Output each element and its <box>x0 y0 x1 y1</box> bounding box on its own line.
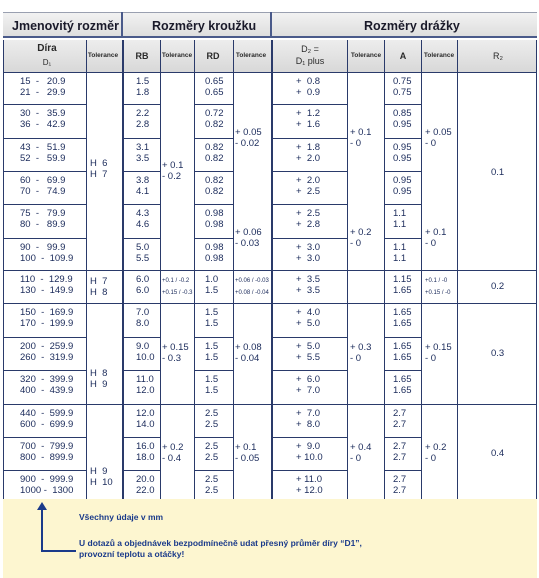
cell-d1-range: 90 - 99.9 100 - 109.9 <box>20 242 74 264</box>
cell-rb: 11.0 12.0 <box>136 374 155 396</box>
header-groove-dimensions: Rozměry drážky <box>364 19 460 33</box>
row-divider <box>384 138 421 139</box>
cell-a: 2.7 2.7 <box>393 408 407 430</box>
row-divider <box>194 238 233 239</box>
cell-d1-range: 43 - 51.9 52 - 59.9 <box>20 142 66 164</box>
cell-rb: 7.0 8.0 <box>136 307 150 329</box>
footer-note-order-line1: U dotazů a objednávek bezpodmínečně udat přesný průměr díry “D1”, <box>79 538 362 548</box>
row-divider <box>272 337 347 338</box>
block-divider <box>87 303 124 304</box>
cell-rb: 1.5 1.8 <box>136 76 150 98</box>
cell-a: 1.1 1.1 <box>393 208 407 230</box>
row-divider <box>272 171 347 172</box>
row-divider <box>272 370 347 371</box>
cell-d2: + 9.0 + 10.0 <box>296 441 323 463</box>
cell-d1-range: 75 - 79.9 80 - 89.9 <box>20 208 66 230</box>
column-divider <box>421 40 422 499</box>
cell-d1-range: 30 - 35.9 36 - 42.9 <box>20 108 66 130</box>
arrow-icon-tail <box>41 550 76 552</box>
cell-a: 1.65 1.65 <box>393 307 412 329</box>
cell-rd: 1.5 1.5 <box>205 374 219 396</box>
row-divider <box>194 204 233 205</box>
col-d2-line2: D₁ plus <box>295 56 325 66</box>
column-divider <box>347 40 348 499</box>
row-divider <box>194 470 233 471</box>
row-divider <box>384 238 421 239</box>
cell-tolerance-a: + 0.2 - 0 <box>425 442 447 464</box>
cell-d2: + 4.0 + 5.0 <box>296 307 321 329</box>
col-tolerance-a: Tolerance <box>423 52 455 59</box>
cell-rd: 0.65 0.65 <box>205 76 224 98</box>
cell-a: 1.65 1.65 <box>393 374 412 396</box>
cell-tolerance-rd: + 0.08 - 0.04 <box>235 342 262 364</box>
cell-tolerance-rb: + 0.15 - 0.3 <box>162 342 189 364</box>
column-divider <box>194 40 195 499</box>
row-divider <box>123 138 160 139</box>
cell-a: 0.95 0.95 <box>393 142 412 164</box>
cell-d2: + 1.8 + 2.0 <box>296 142 321 164</box>
cell-tolerance-a: + 0.05 - 0 <box>425 127 452 149</box>
column-divider <box>3 40 4 499</box>
cell-rb: 5.0 5.5 <box>136 242 150 264</box>
cell-d1-range: 150 - 169.9 170 - 199.9 <box>20 307 74 329</box>
cell-tolerance-rd: +0.06 / -0.03 +0.08 / -0.04 <box>235 278 269 296</box>
cell-a: 1.65 1.65 <box>393 341 412 363</box>
cell-d2: + 5.0 + 5.5 <box>296 341 321 363</box>
cell-rb: 20.0 22.0 <box>136 474 155 496</box>
cell-rb: 2.2 2.8 <box>136 108 150 130</box>
cell-rb: 16.0 18.0 <box>136 441 155 463</box>
row-divider <box>123 437 160 438</box>
cell-d1-range: 200 - 259.9 260 - 319.9 <box>20 341 74 363</box>
row-divider <box>272 138 347 139</box>
cell-rd: 0.98 0.98 <box>205 242 224 264</box>
cell-a: 0.95 0.95 <box>393 175 412 197</box>
footer-note-units: Všechny údaje v mm <box>79 512 164 522</box>
cell-tolerance-a: + 0.1 - 0 <box>425 227 447 249</box>
cell-a: 1.1 1.1 <box>393 242 407 264</box>
col-tolerance-rb: Tolerance <box>161 52 193 59</box>
cell-rd: 2.5 2.5 <box>205 408 219 430</box>
cell-d2: + 7.0 + 8.0 <box>296 408 321 430</box>
cell-rd: 2.5 2.5 <box>205 474 219 496</box>
block-divider <box>457 303 537 304</box>
cell-rb: 9.0 10.0 <box>136 341 155 363</box>
cell-r2: 0.3 <box>491 348 505 359</box>
column-divider <box>233 40 234 499</box>
row-divider <box>384 171 421 172</box>
col-d1: D₁ <box>42 58 52 67</box>
column-divider <box>86 40 87 499</box>
row-divider <box>384 204 421 205</box>
row-divider <box>384 370 421 371</box>
row-divider <box>384 470 421 471</box>
cell-d2: + 2.0 + 2.5 <box>296 175 321 197</box>
cell-tolerance-d2: + 0.4 - 0 <box>350 442 372 464</box>
column-divider <box>271 40 273 499</box>
row-divider <box>123 171 160 172</box>
cell-d1-range: 60 - 69.9 70 - 74.9 <box>20 175 66 197</box>
cell-d1-range: 700 - 799.9 800 - 899.9 <box>20 441 74 463</box>
column-divider <box>457 40 458 499</box>
row-divider <box>3 138 87 139</box>
col-tolerance-d2: Tolerance <box>350 52 382 59</box>
cell-d1-range: 900 - 999.9 1000 - 1300 <box>20 474 74 496</box>
arrow-icon <box>41 506 43 551</box>
cell-rd: 0.72 0.82 <box>205 108 224 130</box>
row-divider <box>123 337 160 338</box>
cell-d2: + 2.5 + 2.8 <box>296 208 321 230</box>
row-divider <box>3 104 87 105</box>
cell-rb: 3.8 4.1 <box>136 175 150 197</box>
row-divider <box>3 437 87 438</box>
cell-rd: 1.0 1.5 <box>205 274 219 296</box>
cell-tolerance-d1: H 9 H 10 <box>90 466 113 488</box>
cell-a: 0.85 0.95 <box>393 108 412 130</box>
block-divider <box>457 270 537 271</box>
col-rb: RB <box>135 51 149 61</box>
cell-tolerance-d1: H 7 H 8 <box>90 276 108 298</box>
row-divider <box>123 470 160 471</box>
row-divider <box>3 171 87 172</box>
cell-d2: + 6.0 + 7.0 <box>296 374 321 396</box>
col-a: A <box>399 51 407 61</box>
cell-d1-range: 320 - 399.9 400 - 439.9 <box>20 374 74 396</box>
arrow-head-icon <box>37 502 47 510</box>
cell-tolerance-d1: H 8 H 9 <box>90 368 108 390</box>
cell-r2: 0.4 <box>491 448 505 459</box>
row-divider <box>194 138 233 139</box>
cell-rd: 2.5 2.5 <box>205 441 219 463</box>
col-rd: RD <box>206 51 220 61</box>
cell-tolerance-a: +0.1 / -0 +0.15 / -0 <box>425 278 451 296</box>
cell-a: 2.7 2.7 <box>393 474 407 496</box>
cell-rd: 1.5 1.5 <box>205 341 219 363</box>
cell-rd: 0.98 0.98 <box>205 208 224 230</box>
row-divider <box>384 104 421 105</box>
col-d2-line1: D₂ = <box>301 44 319 54</box>
row-divider <box>123 238 160 239</box>
row-divider <box>3 204 87 205</box>
cell-a: 0.75 0.75 <box>393 76 412 98</box>
cell-d1-range: 15 - 20.9 21 - 29.9 <box>20 76 66 98</box>
cell-d2: + 3.0 + 3.0 <box>296 242 321 264</box>
column-divider <box>536 40 537 499</box>
row-divider <box>194 337 233 338</box>
row-divider <box>3 238 87 239</box>
cell-rb: 3.1 3.5 <box>136 142 150 164</box>
row-divider <box>384 337 421 338</box>
col-tolerance-d1: Tolerance <box>87 52 119 59</box>
header-nominal-size: Jmenovitý rozměr <box>12 19 119 33</box>
cell-d2: + 3.5 + 3.5 <box>296 274 321 296</box>
cell-tolerance-rb: + 0.1 - 0.2 <box>162 160 184 182</box>
cell-rd: 1.5 1.5 <box>205 307 219 329</box>
col-dira: Díra <box>37 43 57 54</box>
row-divider <box>3 370 87 371</box>
header-divider <box>270 12 272 38</box>
row-divider <box>194 104 233 105</box>
cell-d2: + 1.2 + 1.6 <box>296 108 321 130</box>
cell-rd: 0.82 0.82 <box>205 142 224 164</box>
cell-rb: 4.3 4.6 <box>136 208 150 230</box>
row-divider <box>272 204 347 205</box>
row-divider <box>272 437 347 438</box>
cell-tolerance-rd: + 0.1 - 0.05 <box>235 442 260 464</box>
cell-d1-range: 440 - 599.9 600 - 699.9 <box>20 408 74 430</box>
row-divider <box>272 238 347 239</box>
row-divider <box>3 470 87 471</box>
cell-rb: 12.0 14.0 <box>136 408 155 430</box>
row-divider <box>272 104 347 105</box>
cell-a: 2.7 2.7 <box>393 441 407 463</box>
cell-tolerance-d2: + 0.3 - 0 <box>350 342 372 364</box>
cell-tolerance-rb: + 0.2 - 0.4 <box>162 442 184 464</box>
cell-d2: + 11.0 + 12.0 <box>296 474 323 496</box>
cell-tolerance-d2: + 0.1 - 0 <box>350 127 372 149</box>
row-divider <box>123 104 160 105</box>
col-tolerance-rd: Tolerance <box>235 52 267 59</box>
row-divider <box>194 370 233 371</box>
cell-tolerance-rd: + 0.05 - 0.02 <box>235 127 262 149</box>
block-divider <box>87 270 124 271</box>
cell-rb: 6.0 6.0 <box>136 274 150 296</box>
row-divider <box>272 470 347 471</box>
row-divider <box>194 437 233 438</box>
column-divider <box>160 40 161 499</box>
row-divider <box>3 337 87 338</box>
cell-rd: 0.82 0.82 <box>205 175 224 197</box>
cell-tolerance-a: + 0.15 - 0 <box>425 342 452 364</box>
header-ring-dimensions: Rozměry kroužku <box>152 19 257 33</box>
cell-tolerance-d2: + 0.2 - 0 <box>350 227 372 249</box>
cell-tolerance-rb: +0.1 / -0.2 +0.15 / -0.3 <box>162 278 193 296</box>
row-divider <box>384 437 421 438</box>
column-divider <box>384 40 385 499</box>
cell-a: 1.15 1.65 <box>393 274 412 296</box>
cell-tolerance-rd: + 0.06 - 0.03 <box>235 227 262 249</box>
row-divider <box>123 370 160 371</box>
cell-r2: 0.2 <box>491 281 505 292</box>
cell-r2: 0.1 <box>491 167 505 178</box>
column-divider <box>122 40 124 499</box>
cell-d2: + 0.8 + 0.9 <box>296 76 321 98</box>
row-divider <box>194 171 233 172</box>
header-divider <box>121 12 123 38</box>
block-divider <box>457 404 537 405</box>
row-divider <box>123 204 160 205</box>
cell-d1-range: 110 - 129.9 130 - 149.9 <box>20 274 74 296</box>
footer-note-order-line2: provozní teplotu a otáčky! <box>79 549 185 559</box>
col-r2: R₂ <box>493 51 503 61</box>
cell-tolerance-d1: H 6 H 7 <box>90 158 108 180</box>
